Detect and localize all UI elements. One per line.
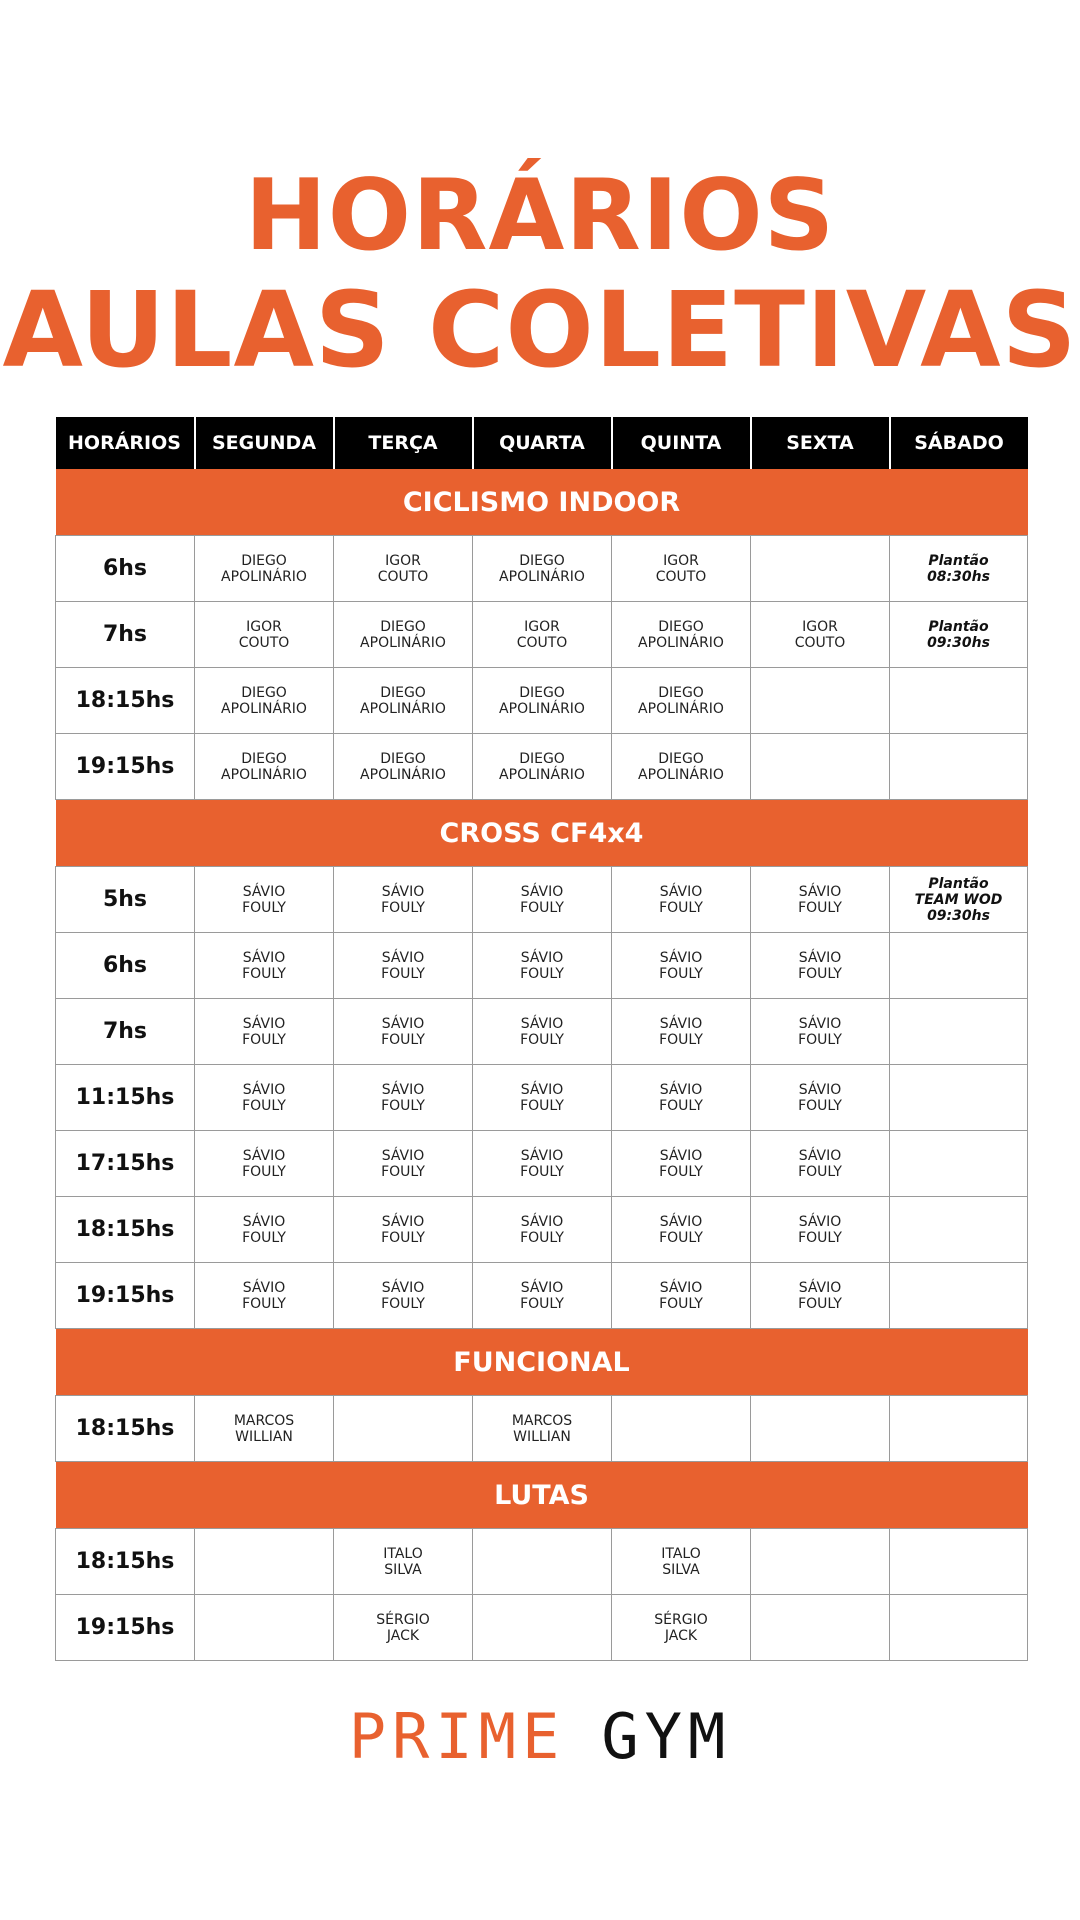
cell-line: SÁVIO — [798, 1279, 842, 1296]
cell-line: FOULY — [659, 1031, 703, 1048]
cell-line: FOULY — [798, 965, 842, 982]
cell-line: IGOR — [385, 552, 421, 569]
class-cell — [751, 933, 890, 999]
cell-line: FOULY — [798, 1097, 842, 1114]
cell-line: FOULY — [659, 899, 703, 916]
class-cell — [334, 668, 473, 734]
cell-line: SÁVIO — [242, 1213, 286, 1230]
title-line-1: HORÁRIOS — [244, 159, 836, 273]
cell-line: ITALO — [383, 1545, 423, 1562]
time-cell: 19:15hs — [56, 1263, 195, 1329]
schedule-row — [56, 602, 1028, 668]
schedule-row — [56, 1529, 1028, 1595]
cell-line: MARCOS — [511, 1412, 573, 1429]
class-cell — [751, 1529, 890, 1595]
class-cell — [612, 1131, 751, 1197]
cell-line: FOULY — [242, 1097, 286, 1114]
cell-line: FOULY — [242, 899, 286, 916]
class-cell — [195, 867, 334, 933]
class-cell — [473, 1263, 612, 1329]
cell-line: SÁVIO — [520, 1081, 564, 1098]
section-row — [56, 1462, 1028, 1529]
class-cell — [890, 999, 1028, 1065]
cell-line: FOULY — [659, 1097, 703, 1114]
cell-line: SÁVIO — [659, 1081, 703, 1098]
time-cell: 5hs — [56, 867, 195, 933]
cell-line: SILVA — [662, 1561, 700, 1578]
class-cell — [195, 933, 334, 999]
cell-line: 09:30hs — [927, 907, 990, 924]
cell-line: DIEGO — [519, 552, 565, 569]
header-row — [56, 417, 1028, 469]
cell-line: TEAM WOD — [914, 891, 1003, 908]
class-cell — [473, 1595, 612, 1661]
cell-line: COUTO — [794, 634, 846, 651]
cell-line: DIEGO — [658, 684, 704, 701]
cell-line: SÁVIO — [798, 1213, 842, 1230]
cell-line: Plantão — [928, 552, 989, 569]
cell-line: FOULY — [520, 965, 564, 982]
cell-line: DIEGO — [380, 618, 426, 635]
cell-line: FOULY — [798, 1163, 842, 1180]
class-cell — [751, 1396, 890, 1462]
section-title: CROSS CF4x4 — [56, 800, 1028, 867]
cell-line: SÁVIO — [659, 1015, 703, 1032]
class-cell — [195, 668, 334, 734]
schedule-row — [56, 668, 1028, 734]
class-cell — [890, 734, 1028, 800]
class-cell — [473, 536, 612, 602]
class-cell — [751, 1065, 890, 1131]
cell-line: APOLINÁRIO — [221, 766, 307, 783]
class-cell — [334, 999, 473, 1065]
schedule-row — [56, 734, 1028, 800]
cell-line: ITALO — [661, 1545, 701, 1562]
brand-prime: PRIME — [348, 1700, 566, 1773]
class-cell — [612, 1065, 751, 1131]
class-cell — [890, 1131, 1028, 1197]
cell-line: SÉRGIO — [654, 1611, 708, 1628]
class-cell — [473, 602, 612, 668]
header-segunda: SEGUNDA — [195, 417, 334, 469]
cell-line: DIEGO — [241, 684, 287, 701]
class-cell — [890, 536, 1028, 602]
cell-line: SÁVIO — [520, 1213, 564, 1230]
class-cell — [195, 602, 334, 668]
cell-line: FOULY — [520, 1031, 564, 1048]
time-cell: 11:15hs — [56, 1065, 195, 1131]
cell-line: FOULY — [381, 1295, 425, 1312]
cell-line: SÁVIO — [242, 1081, 286, 1098]
class-cell — [751, 734, 890, 800]
time-cell: 6hs — [56, 536, 195, 602]
cell-line: SÁVIO — [798, 949, 842, 966]
cell-line: FOULY — [659, 1163, 703, 1180]
header-quarta: QUARTA — [473, 417, 612, 469]
cell-line: FOULY — [798, 1295, 842, 1312]
cell-line: DIEGO — [241, 750, 287, 767]
class-cell — [334, 602, 473, 668]
class-cell — [473, 933, 612, 999]
schedule-body — [56, 469, 1028, 1661]
cell-line: APOLINÁRIO — [499, 700, 585, 717]
class-cell — [751, 602, 890, 668]
time-cell: 7hs — [56, 999, 195, 1065]
class-cell — [612, 1197, 751, 1263]
cell-line: FOULY — [381, 965, 425, 982]
class-cell — [612, 1263, 751, 1329]
class-cell — [195, 734, 334, 800]
section-title: FUNCIONAL — [56, 1329, 1028, 1396]
cell-line: APOLINÁRIO — [221, 700, 307, 717]
class-cell — [890, 1396, 1028, 1462]
class-cell — [334, 1529, 473, 1595]
class-cell — [751, 1595, 890, 1661]
cell-line: FOULY — [659, 965, 703, 982]
class-cell — [195, 1263, 334, 1329]
class-cell — [195, 1396, 334, 1462]
class-cell — [334, 933, 473, 999]
time-cell: 6hs — [56, 933, 195, 999]
title-line-2: AULAS COLETIVAS — [2, 269, 1078, 391]
class-cell — [751, 1131, 890, 1197]
schedule-row — [56, 1065, 1028, 1131]
cell-line: Plantão — [928, 618, 989, 635]
class-cell — [751, 1197, 890, 1263]
class-cell — [890, 602, 1028, 668]
section-row — [56, 1329, 1028, 1396]
cell-line: COUTO — [377, 568, 429, 585]
time-cell: 18:15hs — [56, 668, 195, 734]
cell-line: SILVA — [384, 1561, 422, 1578]
schedule-row — [56, 536, 1028, 602]
class-cell — [612, 1396, 751, 1462]
cell-line: Plantão — [928, 875, 989, 892]
cell-line: MARCOS — [233, 1412, 295, 1429]
time-cell: 7hs — [56, 602, 195, 668]
cell-line: FOULY — [520, 1295, 564, 1312]
class-cell — [890, 1529, 1028, 1595]
class-cell — [890, 1065, 1028, 1131]
cell-line: SÁVIO — [242, 1147, 286, 1164]
cell-line: DIEGO — [519, 750, 565, 767]
cell-line: APOLINÁRIO — [360, 766, 446, 783]
cell-line: DIEGO — [658, 750, 704, 767]
time-cell: 19:15hs — [56, 1595, 195, 1661]
class-cell — [612, 933, 751, 999]
cell-line: SÁVIO — [659, 949, 703, 966]
class-cell — [473, 867, 612, 933]
class-cell — [890, 1595, 1028, 1661]
cell-line: DIEGO — [658, 618, 704, 635]
class-cell — [473, 1197, 612, 1263]
schedule-row — [56, 1396, 1028, 1462]
cell-line: DIEGO — [380, 684, 426, 701]
header-sexta: SEXTA — [751, 417, 890, 469]
cell-line: SÁVIO — [520, 1279, 564, 1296]
cell-line: APOLINÁRIO — [638, 700, 724, 717]
cell-line: 08:30hs — [927, 568, 990, 585]
cell-line: SÁVIO — [798, 1081, 842, 1098]
class-cell — [751, 867, 890, 933]
cell-line: FOULY — [381, 1031, 425, 1048]
cell-line: SÁVIO — [659, 883, 703, 900]
class-cell — [612, 1595, 751, 1661]
cell-line: SÁVIO — [520, 1015, 564, 1032]
cell-line: SÁVIO — [381, 1213, 425, 1230]
section-row — [56, 800, 1028, 867]
cell-line: FOULY — [381, 1163, 425, 1180]
class-cell — [334, 1263, 473, 1329]
time-cell: 18:15hs — [56, 1396, 195, 1462]
cell-line: FOULY — [520, 1229, 564, 1246]
cell-line: FOULY — [798, 899, 842, 916]
schedule-table — [55, 417, 1028, 1661]
cell-line: SÁVIO — [381, 949, 425, 966]
cell-line: IGOR — [246, 618, 282, 635]
class-cell — [334, 1065, 473, 1131]
header-terca: TERÇA — [334, 417, 473, 469]
cell-line: WILLIAN — [235, 1428, 293, 1445]
time-cell: 17:15hs — [56, 1131, 195, 1197]
cell-line: SÁVIO — [242, 883, 286, 900]
cell-line: FOULY — [242, 1229, 286, 1246]
schedule-row — [56, 1263, 1028, 1329]
cell-line: JACK — [664, 1627, 698, 1644]
cell-line: FOULY — [242, 1031, 286, 1048]
section-row — [56, 469, 1028, 536]
class-cell — [890, 668, 1028, 734]
header-horarios: HORÁRIOS — [56, 417, 195, 469]
class-cell — [473, 999, 612, 1065]
class-cell — [195, 1529, 334, 1595]
cell-line: SÁVIO — [242, 1279, 286, 1296]
class-cell — [612, 867, 751, 933]
schedule-row — [56, 867, 1028, 933]
cell-line: FOULY — [520, 1163, 564, 1180]
class-cell — [195, 1065, 334, 1131]
cell-line: APOLINÁRIO — [638, 634, 724, 651]
class-cell — [890, 1197, 1028, 1263]
cell-line: FOULY — [520, 899, 564, 916]
class-cell — [195, 1197, 334, 1263]
cell-line: FOULY — [381, 899, 425, 916]
cell-line: SÁVIO — [381, 1279, 425, 1296]
class-cell — [751, 999, 890, 1065]
header-quinta: QUINTA — [612, 417, 751, 469]
time-cell: 18:15hs — [56, 1529, 195, 1595]
page-title — [0, 160, 1080, 392]
cell-line: FOULY — [242, 1295, 286, 1312]
cell-line: DIEGO — [519, 684, 565, 701]
cell-line: FOULY — [381, 1229, 425, 1246]
class-cell — [890, 867, 1028, 933]
cell-line: SÉRGIO — [376, 1611, 430, 1628]
class-cell — [473, 668, 612, 734]
class-cell — [195, 999, 334, 1065]
class-cell — [473, 1065, 612, 1131]
schedule-row — [56, 999, 1028, 1065]
class-cell — [334, 1595, 473, 1661]
cell-line: SÁVIO — [381, 1147, 425, 1164]
class-cell — [890, 933, 1028, 999]
cell-line: SÁVIO — [381, 883, 425, 900]
class-cell — [195, 536, 334, 602]
cell-line: SÁVIO — [242, 949, 286, 966]
cell-line: DIEGO — [380, 750, 426, 767]
cell-line: APOLINÁRIO — [499, 568, 585, 585]
cell-line: COUTO — [655, 568, 707, 585]
cell-line: SÁVIO — [798, 1015, 842, 1032]
cell-line: IGOR — [663, 552, 699, 569]
cell-line: FOULY — [798, 1031, 842, 1048]
class-cell — [473, 1529, 612, 1595]
cell-line: IGOR — [524, 618, 560, 635]
class-cell — [612, 536, 751, 602]
cell-line: SÁVIO — [798, 883, 842, 900]
cell-line: SÁVIO — [381, 1081, 425, 1098]
class-cell — [751, 668, 890, 734]
cell-line: APOLINÁRIO — [221, 568, 307, 585]
cell-line: 09:30hs — [927, 634, 990, 651]
brand-gym: GYM — [601, 1700, 732, 1773]
cell-line: SÁVIO — [520, 949, 564, 966]
class-cell — [334, 1396, 473, 1462]
cell-line: SÁVIO — [520, 883, 564, 900]
class-cell — [334, 1197, 473, 1263]
class-cell — [334, 536, 473, 602]
cell-line: DIEGO — [241, 552, 287, 569]
cell-line: COUTO — [516, 634, 568, 651]
cell-line: SÁVIO — [659, 1147, 703, 1164]
class-cell — [751, 536, 890, 602]
class-cell — [473, 1396, 612, 1462]
cell-line: SÁVIO — [520, 1147, 564, 1164]
class-cell — [334, 867, 473, 933]
class-cell — [890, 1263, 1028, 1329]
cell-line: APOLINÁRIO — [360, 700, 446, 717]
time-cell: 18:15hs — [56, 1197, 195, 1263]
cell-line: JACK — [386, 1627, 420, 1644]
cell-line: FOULY — [659, 1229, 703, 1246]
section-title: LUTAS — [56, 1462, 1028, 1529]
schedule-row — [56, 1595, 1028, 1661]
cell-line: IGOR — [802, 618, 838, 635]
class-cell — [473, 1131, 612, 1197]
cell-line: SÁVIO — [798, 1147, 842, 1164]
class-cell — [612, 734, 751, 800]
cell-line: APOLINÁRIO — [499, 766, 585, 783]
cell-line: SÁVIO — [381, 1015, 425, 1032]
class-cell — [195, 1595, 334, 1661]
section-title: CICLISMO INDOOR — [56, 469, 1028, 536]
cell-line: FOULY — [381, 1097, 425, 1114]
cell-line: APOLINÁRIO — [360, 634, 446, 651]
class-cell — [612, 668, 751, 734]
class-cell — [334, 734, 473, 800]
cell-line: FOULY — [242, 965, 286, 982]
class-cell — [751, 1263, 890, 1329]
cell-line: SÁVIO — [659, 1279, 703, 1296]
cell-line: APOLINÁRIO — [638, 766, 724, 783]
brand-logo — [0, 1700, 1080, 1773]
class-cell — [334, 1131, 473, 1197]
class-cell — [473, 734, 612, 800]
schedule-row — [56, 933, 1028, 999]
class-cell — [612, 999, 751, 1065]
cell-line: FOULY — [520, 1097, 564, 1114]
schedule-row — [56, 1197, 1028, 1263]
cell-line: FOULY — [659, 1295, 703, 1312]
cell-line: FOULY — [798, 1229, 842, 1246]
class-cell — [612, 602, 751, 668]
cell-line: COUTO — [238, 634, 290, 651]
cell-line: SÁVIO — [242, 1015, 286, 1032]
class-cell — [195, 1131, 334, 1197]
cell-line: WILLIAN — [513, 1428, 571, 1445]
cell-line: SÁVIO — [659, 1213, 703, 1230]
class-cell — [612, 1529, 751, 1595]
time-cell: 19:15hs — [56, 734, 195, 800]
header-sabado: SÁBADO — [890, 417, 1028, 469]
cell-line: FOULY — [242, 1163, 286, 1180]
schedule-row — [56, 1131, 1028, 1197]
